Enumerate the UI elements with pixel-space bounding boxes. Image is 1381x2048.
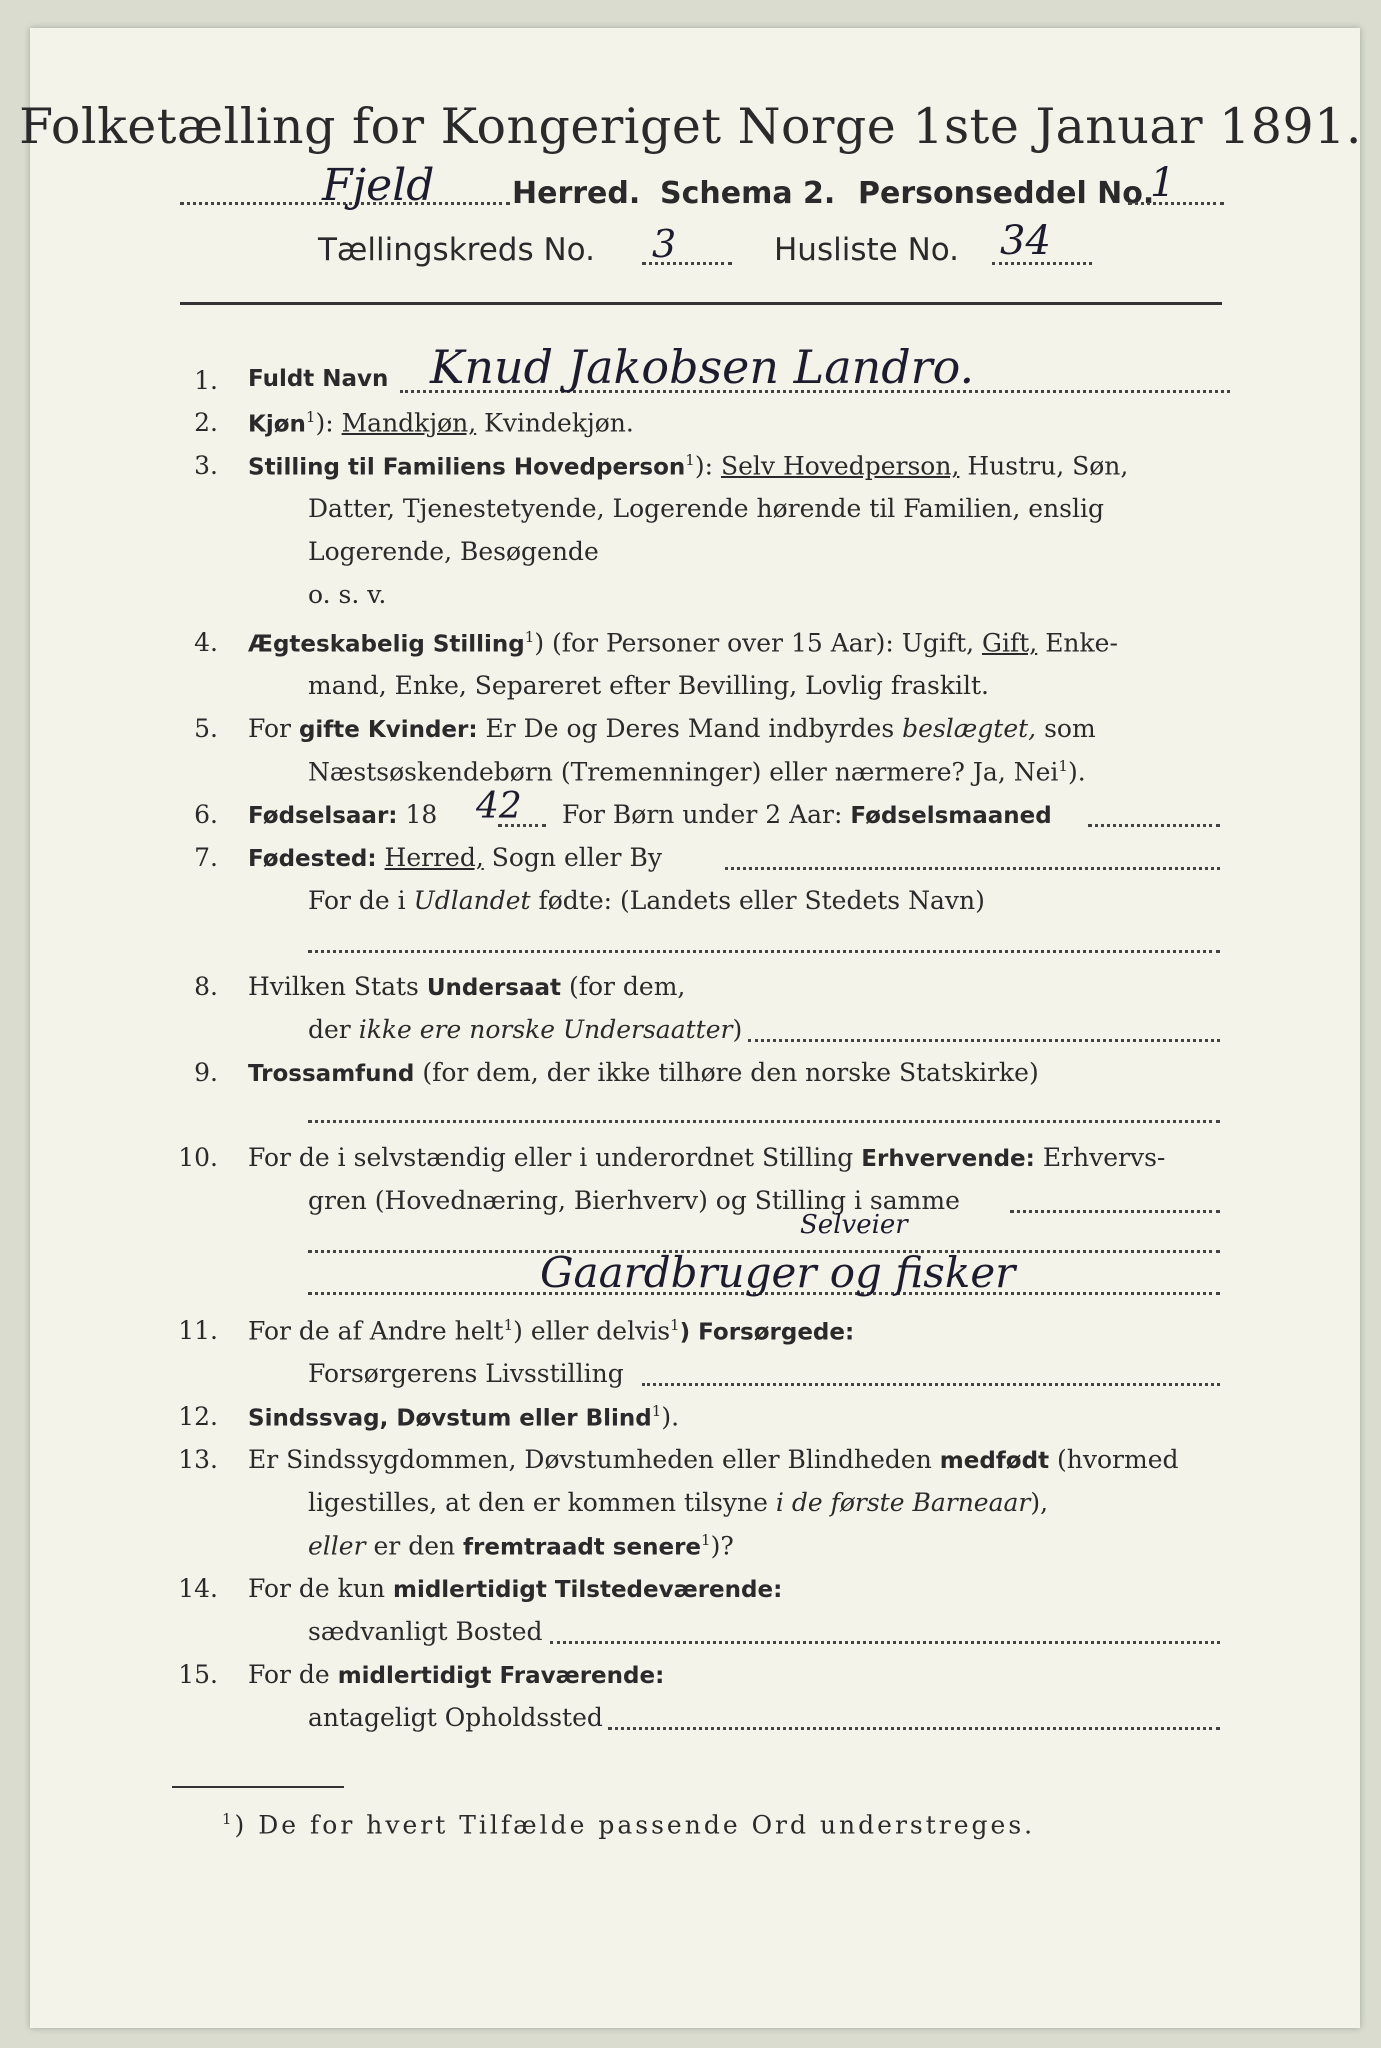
q10-line2: gren (Hovednæring, Bierhverv) og Stilling i samme (308, 1186, 960, 1215)
q2-option-mandkjon: Mandkjøn, (341, 408, 477, 438)
personseddel-dotted-line (1128, 202, 1224, 205)
personseddel-label: Personseddel No. (858, 176, 1155, 211)
q7-number: 7. (194, 843, 218, 872)
q13-line3 (308, 1531, 734, 1560)
q12-line (248, 1402, 679, 1431)
q2-label: Kjøn (248, 411, 306, 438)
q5-number: 5. (194, 714, 218, 743)
q11-line1 (248, 1316, 854, 1345)
q7-text: Sogn eller By (491, 843, 662, 872)
husliste-label: Husliste No. (774, 232, 960, 268)
q3-number: 3. (194, 451, 218, 480)
q13-label: medfødt (939, 1448, 1050, 1474)
q7-selected: Herred, (384, 843, 484, 872)
q10-handwritten-small: Selveier (800, 1210, 908, 1240)
q3-sup: 1 (685, 451, 695, 469)
q10-line1 (248, 1143, 1165, 1172)
q10-number: 10. (178, 1143, 218, 1172)
q8-line2 (308, 1015, 742, 1044)
q14-dotted-line (550, 1641, 1220, 1644)
q9-dotted-line (308, 1120, 1220, 1123)
q9-number: 9. (194, 1058, 218, 1087)
q14-number: 14. (178, 1574, 218, 1603)
q2-sup: 1 (305, 408, 316, 426)
q13-text1: Er Sindssygdommen, Døvstumheden eller Blindheden (248, 1445, 932, 1474)
q2-colon: ): (315, 408, 334, 438)
q9-text: (for dem, der ikke tilhøre den norske Statskirke) (422, 1058, 1039, 1087)
q4-sup: 1 (524, 628, 535, 646)
q13-line2b: ), (1030, 1488, 1049, 1517)
q5-line2-text: Næstsøskendebørn (Tremenninger) eller nærmere? Ja, Nei (308, 757, 1059, 787)
q5-end: ). (1067, 757, 1086, 787)
q13-line3a: er den (373, 1531, 456, 1561)
q6-label: Fødselsaar: (248, 803, 398, 829)
q2-option-kvindekjon: Kvindekjøn. (484, 408, 634, 438)
q13-line1 (248, 1445, 1179, 1474)
q6-value: 42 (476, 786, 522, 827)
q6-label2: Fødselsmaaned (850, 803, 1052, 829)
q5-text1: For (248, 714, 291, 743)
header-rule (180, 302, 1222, 305)
husliste-value: 34 (1000, 218, 1051, 264)
q13-line2 (308, 1488, 1048, 1517)
q4-line1 (248, 628, 1118, 657)
q12-label: Sindssvag, Døvstum eller Blind (248, 1405, 652, 1432)
q7-dotted-line-2 (308, 950, 1220, 953)
q3-line2: Datter, Tjenestetyende, Logerende hørende til Familien, enslig (308, 494, 1105, 523)
form-title: Folketælling for Kongeriget Norge 1ste Januar 1891. (19, 98, 1362, 155)
footnote-sup: 1 (222, 1810, 235, 1828)
q13-sup: 1 (701, 1531, 711, 1549)
q15-line1 (248, 1660, 664, 1689)
q1-label: Fuldt Navn (248, 366, 389, 392)
q7-line2 (308, 886, 985, 915)
q10-dotted-line-1 (1010, 1210, 1220, 1213)
q7-dotted-line (725, 867, 1220, 870)
q1-number: 1. (194, 366, 218, 395)
q4-number: 4. (194, 628, 218, 657)
q4-selected: Gift, (982, 628, 1038, 658)
q8-label: Undersaat (426, 975, 562, 1001)
q3-line1 (248, 451, 1128, 480)
q8-text1: Hvilken Stats (248, 972, 419, 1001)
q4-text2: Enke- (1045, 628, 1118, 658)
q3-colon: ): (694, 451, 713, 481)
q14-line2: sædvanligt Bosted (308, 1617, 543, 1646)
q11-text1: For de af Andre helt (248, 1316, 504, 1346)
q8-number: 8. (194, 972, 218, 1001)
q5-label: gifte Kvinder: (298, 717, 478, 743)
q7-line2i: Udlandet (413, 886, 531, 915)
q5-italic: beslægtet, (902, 714, 1037, 743)
q11-sup2: 1 (670, 1316, 680, 1334)
q14-text1: For de kun (248, 1574, 386, 1603)
q6-prefix: 18 (405, 800, 438, 829)
personseddel-value: 1 (1150, 160, 1176, 206)
q3-line3: Logerende, Besøgende (308, 537, 599, 566)
q15-line2: antageligt Opholdssted (308, 1703, 603, 1732)
q7-line2b: fødte: (Landets eller Stedets Navn) (538, 886, 985, 915)
q3-rest1: Hustru, Søn, (967, 451, 1129, 481)
q9-line (248, 1058, 1039, 1087)
q14-line1 (248, 1574, 782, 1603)
q13-line3label: fremtraadt senere (463, 1534, 702, 1561)
q14-label: midlertidigt Tilstedeværende: (392, 1577, 783, 1603)
q13-line3i: eller (308, 1531, 366, 1561)
q5-line1 (248, 714, 1096, 743)
q13-line2i: i de første Barneaar (775, 1488, 1031, 1517)
q2-number: 2. (194, 408, 218, 437)
q12-end: ). (661, 1402, 680, 1432)
q3-line4: o. s. v. (308, 580, 387, 609)
q6-line-b (562, 800, 1052, 829)
q7-line2a: For de i (308, 886, 406, 915)
q4-label: Ægteskabelig Stilling (248, 631, 525, 658)
q6-text: For Børn under 2 Aar: (562, 800, 843, 829)
q8-line2i: ikke ere norske Undersaatter (358, 1015, 733, 1044)
q5-text3: som (1044, 714, 1096, 743)
q15-dotted-line (608, 1727, 1220, 1730)
q11-line2: Forsørgerens Livsstilling (308, 1359, 624, 1388)
footnote (222, 1810, 1035, 1839)
q10-label: Erhvervende: (861, 1146, 1035, 1172)
q8-line2a: der (308, 1015, 351, 1044)
q11-sup: 1 (503, 1316, 514, 1334)
q5-sup: 1 (1058, 757, 1068, 775)
q10-handwritten-main: Gaardbruger og fisker (540, 1248, 1016, 1297)
q5-line2 (308, 757, 1086, 786)
q11-label: ) Forsørgede: (679, 1319, 855, 1346)
q11-text2: ) eller delvis (513, 1316, 671, 1346)
q3-selected: Selv Hovedperson, (720, 451, 960, 481)
kreds-value: 3 (652, 222, 677, 266)
schema-label: Schema 2. (660, 176, 836, 211)
q5-text2: Er De og Deres Mand indbyrdes (485, 714, 895, 743)
q15-text1: For de (248, 1660, 330, 1689)
q15-label: midlertidigt Fraværende: (337, 1663, 665, 1689)
q13-line2a: ligestilles, at den er kommen tilsyne (308, 1488, 768, 1517)
herred-value: Fjeld (322, 160, 435, 211)
q4-text1: ) (for Personer over 15 Aar): Ugift, (534, 628, 975, 658)
footnote-rule (172, 1786, 344, 1788)
q9-label: Trossamfund (248, 1061, 415, 1087)
q8-dotted-line (748, 1039, 1220, 1042)
q6-line (248, 800, 437, 829)
q1-value: Knud Jakobsen Landro. (430, 340, 975, 394)
q4-line2: mand, Enke, Separeret efter Bevilling, Lovlig fraskilt. (308, 671, 989, 700)
q13-number: 13. (178, 1445, 218, 1474)
herred-label: Herred. (512, 176, 641, 211)
q10-text2: Erhvervs- (1042, 1143, 1166, 1172)
q7-label: Fødested: (248, 846, 377, 872)
q15-number: 15. (178, 1660, 218, 1689)
q12-sup: 1 (651, 1402, 662, 1420)
q2-line (248, 408, 634, 437)
footnote-text: ) De for hvert Tilfælde passende Ord understreges. (234, 1810, 1036, 1840)
q8-text2: (for dem, (568, 972, 686, 1001)
q6-number: 6. (194, 800, 218, 829)
q8-line2b: ) (732, 1015, 743, 1044)
q12-number: 12. (178, 1402, 218, 1431)
q6-month-dotted-line (1088, 824, 1220, 827)
q11-dotted-line (642, 1383, 1220, 1386)
q13-line3end: )? (710, 1531, 734, 1561)
q3-label: Stilling til Familiens Hovedperson (248, 454, 686, 481)
q13-text2: (hvormed (1057, 1445, 1179, 1474)
q10-text1: For de i selvstændig eller i underordnet Stilling (248, 1143, 854, 1172)
q8-line1 (248, 972, 685, 1001)
q11-number: 11. (178, 1316, 218, 1345)
kreds-label: Tællingskreds No. (318, 232, 595, 268)
q7-line1 (248, 843, 662, 872)
